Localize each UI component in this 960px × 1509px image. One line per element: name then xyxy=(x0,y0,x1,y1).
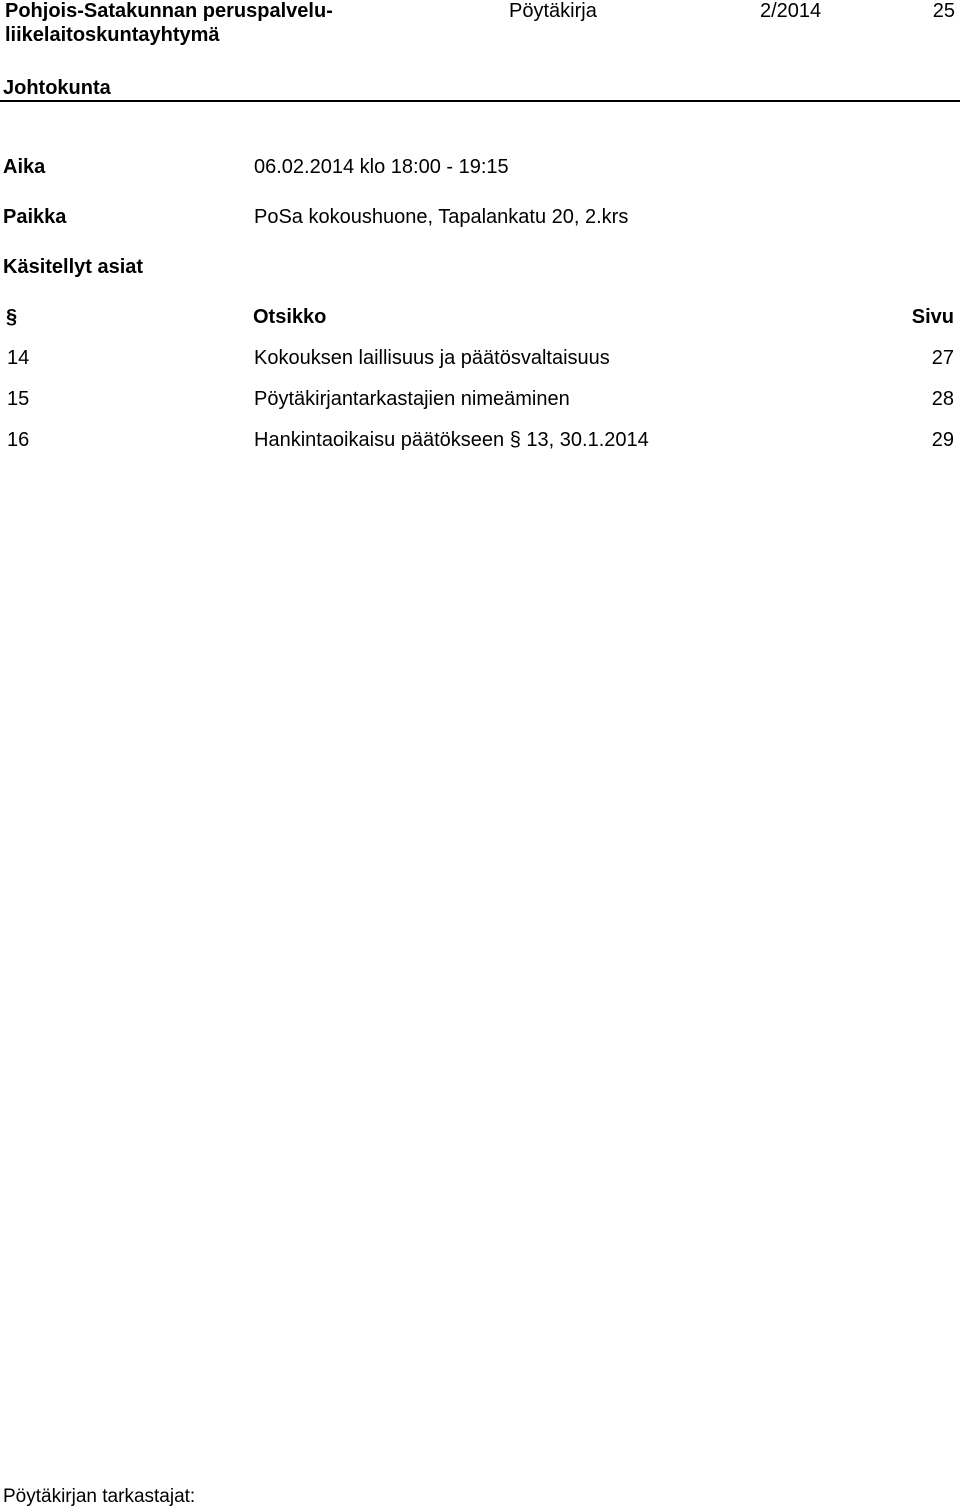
reviewers-label: Pöytäkirjan tarkastajat: xyxy=(3,1486,196,1507)
document-type: Pöytäkirja xyxy=(509,0,597,22)
table-row-page: 27 xyxy=(931,347,954,369)
table-row-page: 28 xyxy=(931,388,954,410)
table-row-section: 15 xyxy=(7,388,30,410)
column-header-title: Otsikko xyxy=(253,306,327,328)
organization-name-line1: Pohjois-Satakunnan peruspalvelu- xyxy=(5,0,333,22)
table-row-page: 29 xyxy=(931,429,954,451)
table-row-section: 14 xyxy=(7,347,30,369)
time-value: 06.02.2014 klo 18:00 - 19:15 xyxy=(254,156,509,178)
body-name: Johtokunta xyxy=(3,77,111,99)
place-value: PoSa kokoushuone, Tapalankatu 20, 2.krs xyxy=(254,206,629,228)
header-divider xyxy=(0,100,960,102)
column-header-section: § xyxy=(6,306,18,328)
organization-name-line2: liikelaitoskuntayhtymä xyxy=(5,24,220,46)
table-row-section: 16 xyxy=(7,429,30,451)
table-row-title: Pöytäkirjantarkastajien nimeäminen xyxy=(254,388,570,410)
table-row-title: Hankintaoikaisu päätökseen § 13, 30.1.2014 xyxy=(254,429,649,451)
page-number: 25 xyxy=(932,0,955,22)
time-label: Aika xyxy=(3,156,46,178)
place-label: Paikka xyxy=(3,206,67,228)
table-row-title: Kokouksen laillisuus ja päätösvaltaisuus xyxy=(254,347,610,369)
handled-items-label: Käsitellyt asiat xyxy=(3,256,144,278)
document-number: 2/2014 xyxy=(760,0,822,22)
column-header-page: Sivu xyxy=(911,306,954,328)
